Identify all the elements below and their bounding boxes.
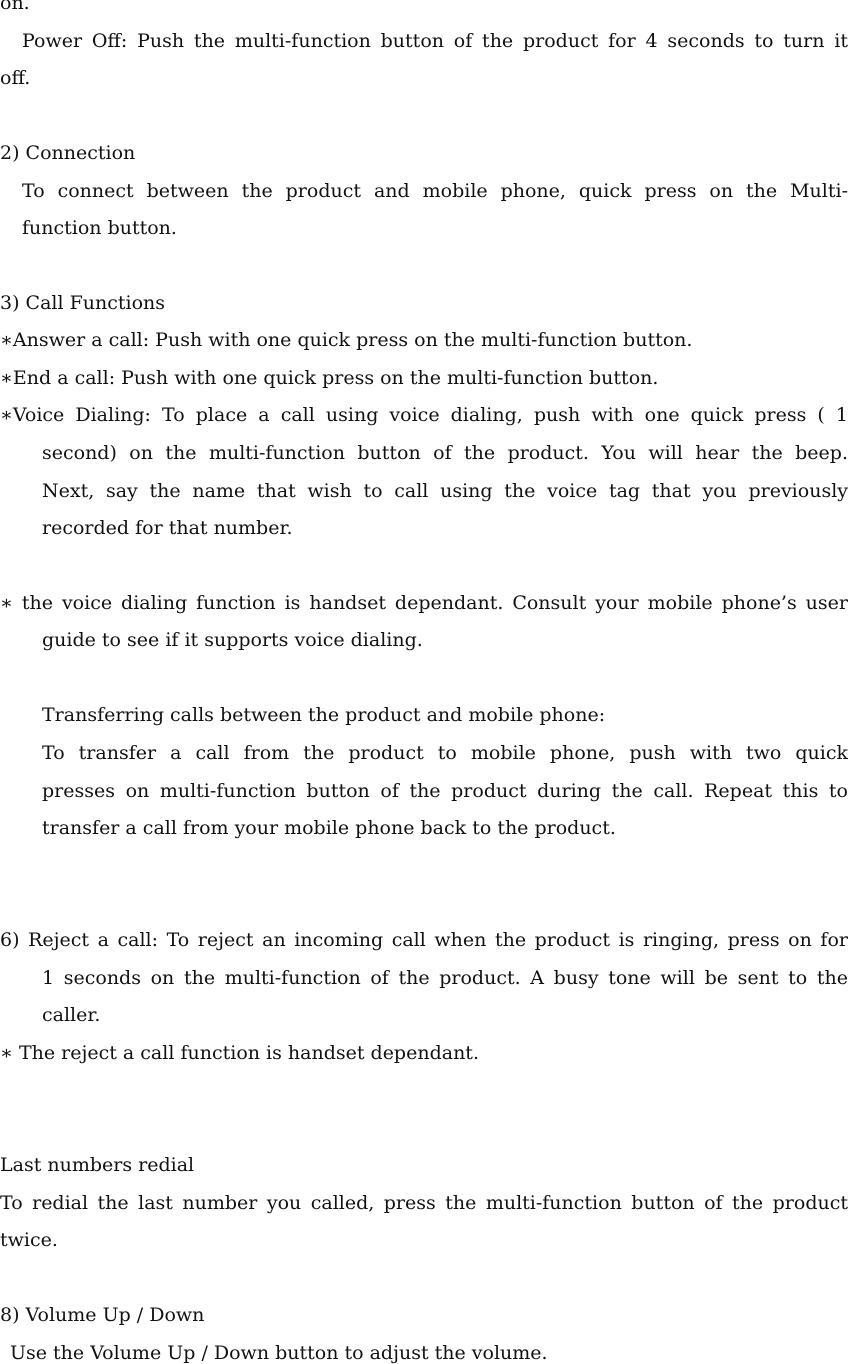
text-line-volume: Use the Volume Up / Down button to adjust the volume. bbox=[10, 1342, 548, 1364]
text-line-reject-call-2: 1 seconds on the multi-function of the product. A busy tone will be sent to the bbox=[42, 967, 848, 989]
text-line-reject-call-3: caller. bbox=[42, 1004, 101, 1026]
text-line-voice-dialing-2: second) on the multi-function button of the product. You will hear the beep. bbox=[42, 442, 848, 464]
text-line-voice-dialing-4: recorded for that number. bbox=[42, 517, 293, 539]
note-voice-dialing-2: guide to see if it supports voice dialing. bbox=[42, 629, 423, 651]
text-line-redial-2: twice. bbox=[0, 1229, 58, 1251]
text-line-transfer-1: To transfer a call from the product to mobile phone, push with two quick bbox=[42, 742, 848, 764]
text-line-connection-1: To connect between the product and mobile phone, quick press on the Multi- bbox=[22, 180, 848, 202]
section-title-volume: 8) Volume Up / Down bbox=[0, 1304, 205, 1326]
subsection-title-transferring-calls: Transferring calls between the product and mobile phone: bbox=[42, 704, 606, 726]
text-line-redial-1: To redial the last number you called, press the multi-function button of the product bbox=[0, 1192, 848, 1214]
section-title-connection: 2) Connection bbox=[0, 142, 136, 164]
section-title-call-functions: 3) Call Functions bbox=[0, 292, 166, 314]
note-voice-dialing-1: ∗ the voice dialing function is handset dependant. Consult your mobile phone’s user bbox=[0, 592, 848, 614]
text-line-answer-call: ∗Answer a call: Push with one quick press on the multi-function button. bbox=[0, 329, 693, 351]
text-line-connection-2: function button. bbox=[22, 217, 177, 239]
text-line-power-off-continued: off. bbox=[0, 67, 31, 89]
text-line-voice-dialing-1: ∗Voice Dialing: To place a call using voice dialing, push with one quick press ( 1 bbox=[0, 404, 848, 426]
text-line-power-off: Power Off: Push the multi-function button of the product for 4 seconds to turn it bbox=[22, 30, 848, 52]
text-line-end-call: ∗End a call: Push with one quick press on the multi-function button. bbox=[0, 367, 659, 389]
section-title-last-number-redial: Last numbers redial bbox=[0, 1154, 195, 1176]
text-line-power-on-continued: on. bbox=[0, 0, 30, 14]
text-line-voice-dialing-3: Next, say the name that wish to call using the voice tag that you previously bbox=[42, 480, 848, 502]
section-title-reject-call: 6) Reject a call: To reject an incoming call when the product is ringing, press on for bbox=[0, 929, 848, 951]
text-line-transfer-2: presses on multi-function button of the product during the call. Repeat this to bbox=[42, 780, 848, 802]
note-reject-call: ∗ The reject a call function is handset dependant. bbox=[0, 1042, 479, 1064]
text-line-transfer-3: transfer a call from your mobile phone back to the product. bbox=[42, 817, 616, 839]
